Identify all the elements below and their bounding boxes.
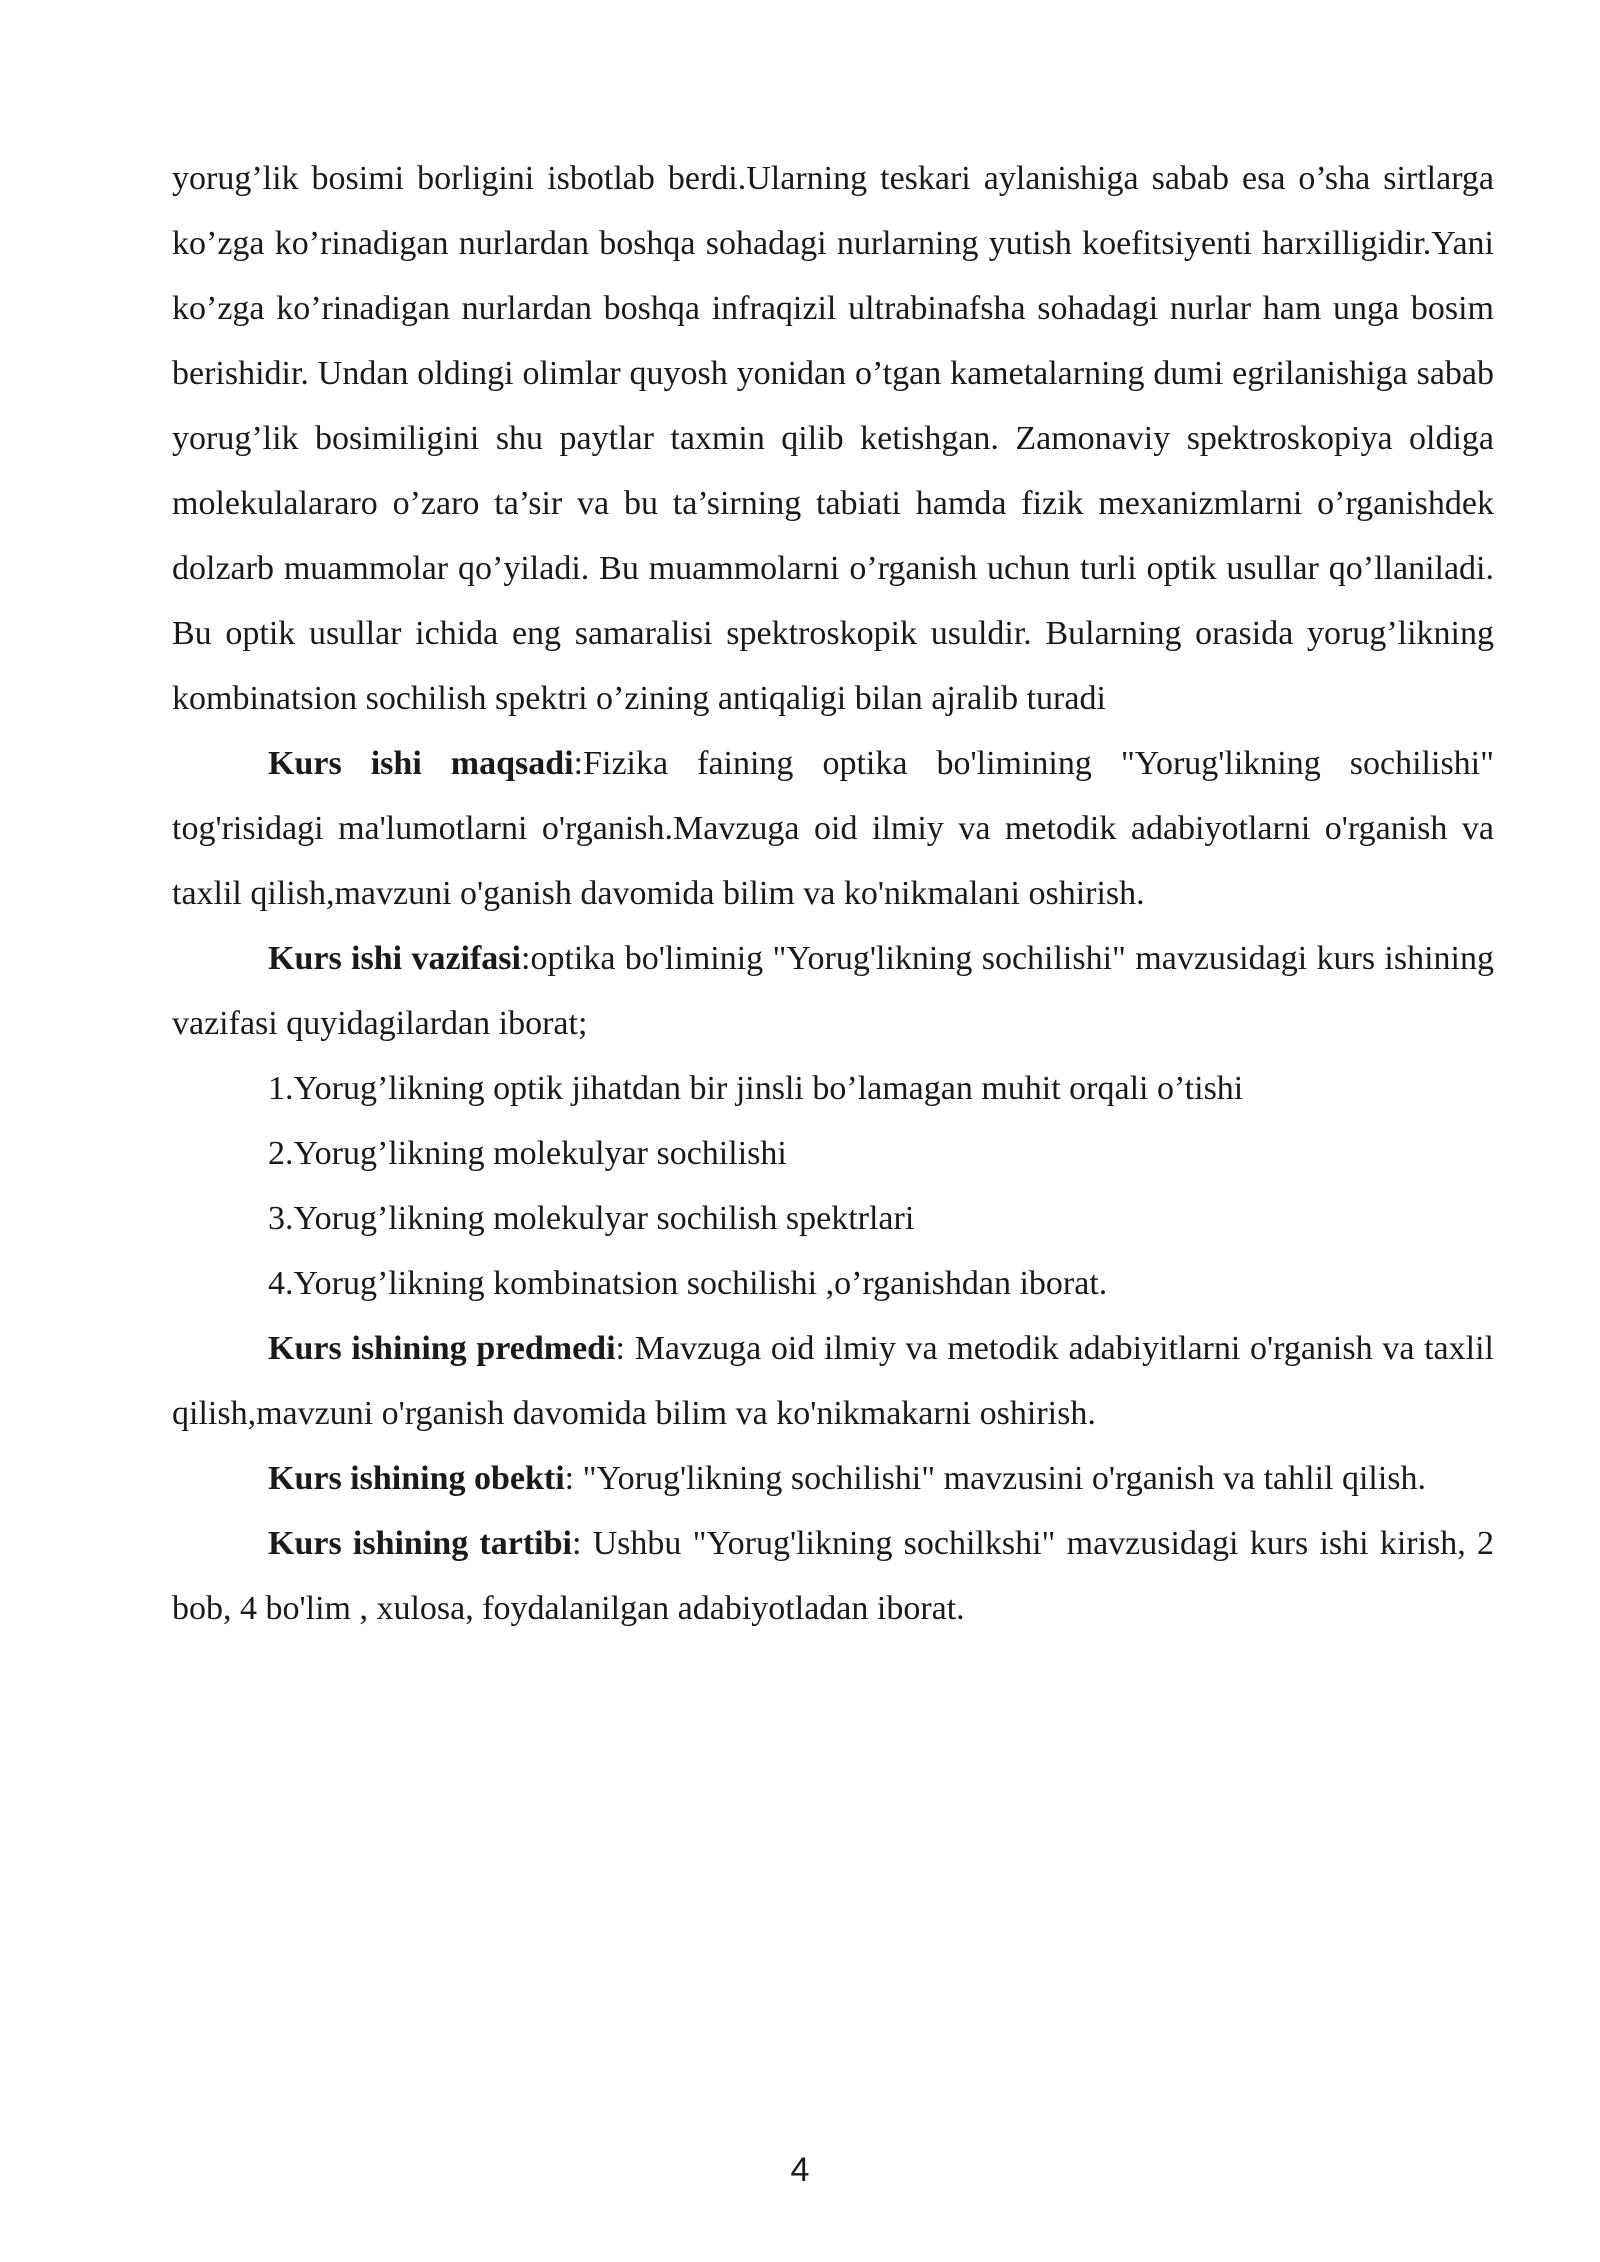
- structure-term: Kurs ishining tartibi: [268, 1525, 572, 1562]
- goal-text: :Fizika faining optika bo'limining "Yorug'likning sochilishi" tog'risidagi ma'lumotlarni o'rganish.Mavzuga oid ilmiy va metodik adabiyotlarni o'rganish va taxlil qilish,mavzuni o'ganish davomida bilim va ko'nikmalani oshirish.: [172, 745, 1494, 912]
- tasks-text: :optika bo'liminig "Yorug'likning sochilishi" mavzusidagi kurs ishining vazifasi quyidagilardan iborat;: [172, 940, 1495, 1042]
- task-item: 3.Yorug’likning molekulyar sochilish spektrlari: [268, 1200, 915, 1237]
- subject-paragraph: [172, 1316, 1494, 1446]
- task-item: 1.Yorug’likning optik jihatdan bir jinsli bo’lamagan muhit orqali o’tishi: [268, 1070, 1244, 1107]
- tasks-paragraph: [172, 926, 1494, 1056]
- task-item: 2.Yorug’likning molekulyar sochilishi: [268, 1135, 787, 1172]
- page-number: 4: [790, 2151, 810, 2189]
- goal-paragraph: [172, 731, 1494, 926]
- subject-term: Kurs ishining predmedi: [268, 1330, 616, 1367]
- page-body: [172, 146, 1494, 1641]
- goal-term: Kurs ishi maqsadi: [268, 745, 574, 782]
- structure-text: : Ushbu "Yorug'likning sochilkshi" mavzusidagi kurs ishi kirish, 2 bob, 4 bo'lim , xulosa, foydalanilgan adabiyotladan iborat.: [172, 1525, 1494, 1627]
- object-term: Kurs ishining obekti: [268, 1460, 565, 1497]
- tasks-term: Kurs ishi vazifasi: [268, 940, 521, 977]
- structure-paragraph: [172, 1511, 1494, 1641]
- subject-text: : Mavzuga oid ilmiy va metodik adabiyitlarni o'rganish va taxlil qilish,mavzuni o'rganish davomida bilim va ko'nikmakarni oshirish.: [172, 1330, 1494, 1432]
- object-paragraph: [172, 1446, 1494, 1511]
- intro-paragraph: yorug’lik bosimi borligini isbotlab berdi.Ularning teskari aylanishiga sabab esa o’sha sirtlarga ko’zga ko’rinadigan nurlardan boshqa sohadagi nurlarning yutish koefitsiyenti harxilligidir.Yani ko’zga ko’rinadigan nurlardan boshqa infraqizil ultrabinafsha sohadagi nurlar ham unga bosim berishidir. Undan oldingi olimlar quyosh yonidan o’tgan kametalarning dumi egrilanishiga sabab yorug’lik bosimiligini shu paytlar taxmin qilib ketishgan. Zamonaviy spektroskopiya oldiga molekulalararo o’zaro ta’sir va bu ta’sirning tabiati hamda fizik mexanizmlarni o’rganishdek dolzarb muammolar qo’yiladi. Bu muammolarni o’rganish uchun turli optik usullar qo’llaniladi. Bu optik usullar ichida eng samaralisi spektroskopik usuldir. Bularning orasida yorug’likning kombinatsion sochilish spektri o’zining antiqaligi bilan ajralib turadi: [172, 160, 1494, 717]
- task-item: 4.Yorug’likning kombinatsion sochilishi ,o’rganishdan iborat.: [268, 1265, 1108, 1302]
- object-text: : "Yorug'likning sochilishi" mavzusini o'rganish va tahlil qilish.: [564, 1460, 1427, 1497]
